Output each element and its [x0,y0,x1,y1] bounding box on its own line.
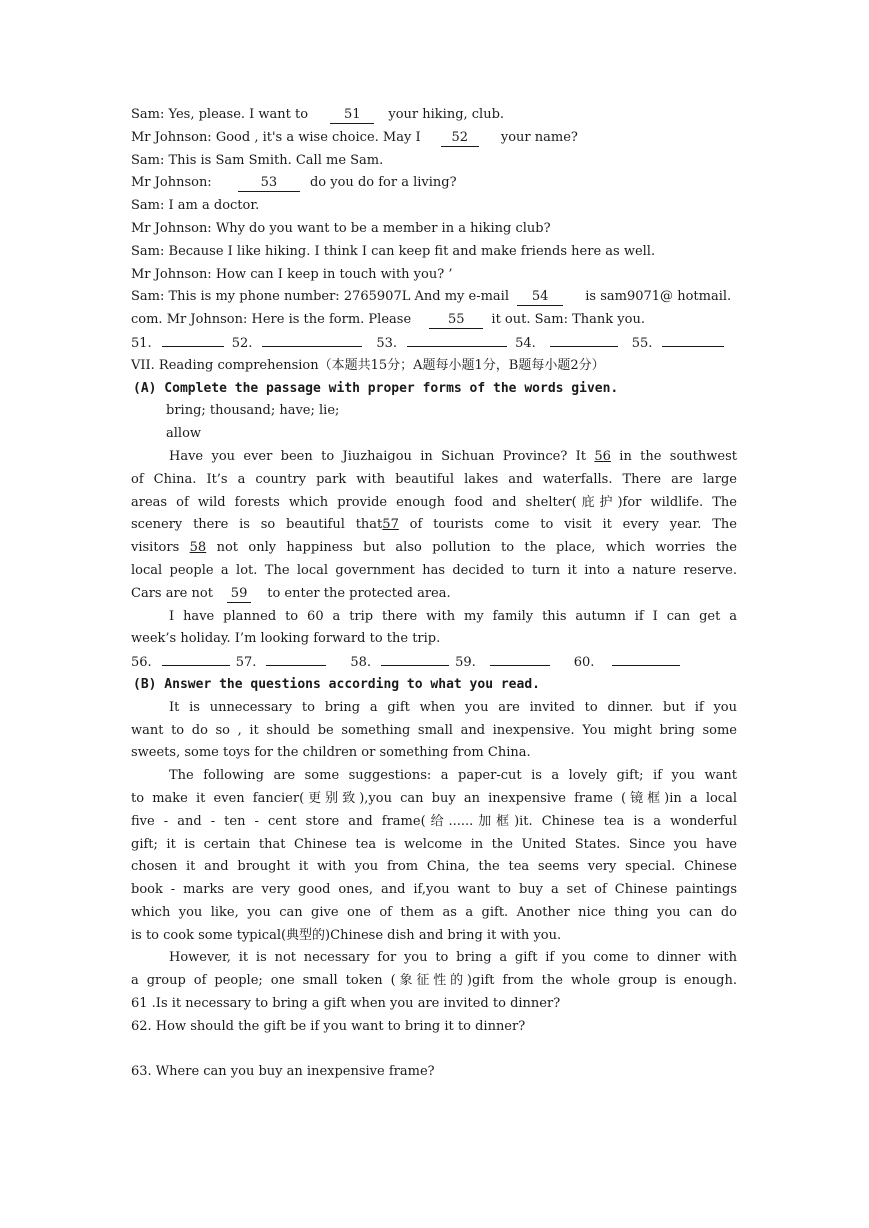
passage-b-line-12: However, it is not necessary for you to bring a gift if you come to dinner with [169,950,737,966]
passage-a-line-9: week’s holiday. I’m looking forward to the trip. [131,631,441,647]
dialogue-line-7: Sam: Because I like hiking. I think I can keep fit and make friends here as well. [131,243,656,259]
passage-a-line-2: of China. It’s a country park with beautiful lakes and waterfalls. There are large [131,471,737,487]
dialogue-line-2: Mr Johnson: Good , it's a wise choice. May I 52 your name? [131,129,578,145]
blank-51[interactable]: 51 [330,107,374,124]
dialogue-line-9: Sam: This is my phone number: 2765907L And my e-mail 54 is sam9071@ hotmail. [131,289,732,305]
blank-52[interactable]: 52 [441,130,479,147]
answer-line-56[interactable] [162,651,230,666]
passage-a-line-6: local people a lot. The local government has decided to turn it into a nature reserve. [131,562,737,578]
answer-line-52[interactable] [262,332,362,347]
word-list-line-1: bring; thousand; have; lie; [166,403,340,419]
answer-row-51-55: 51. 52. 53. 54. 55. [131,332,737,355]
word-list-line-2: allow [166,426,202,442]
answer-line-58[interactable] [381,651,449,666]
dialogue-line-1: Sam: Yes, please. I want to 51 your hiking, club. [131,107,505,122]
passage-a-line-8: I have planned to 60 a trip there with my family this autumn if I can get a [169,608,737,624]
dialogue-line-6: Mr Johnson: Why do you want to be a member in a hiking club? [131,220,551,236]
answer-line-54[interactable] [550,332,618,347]
dialogue-line-10: com. Mr Johnson: Here is the form. Please 55 it out. Sam: Thank you. [131,312,645,328]
dialogue-line-8: Mr Johnson: How can I keep in touch with you? ’ [131,266,453,282]
passage-b-line-8: chosen it and brought it with you from China, the tea seems very special. Chinese [131,859,737,875]
blank-53[interactable]: 53 [238,175,300,192]
blank-55[interactable]: 55 [429,312,483,329]
passage-b-line-2: want to do so , it should be something small and inexpensive. You might bring some [131,722,737,738]
passage-a-line-3: areas of wild forests which provide enough food and shelter(庇护)for wildlife. The [131,494,737,510]
blank-56[interactable]: 56 [594,448,611,464]
passage-b-line-1: It is unnecessary to bring a gift when you are invited to dinner. but if you [169,699,737,715]
passage-b-line-4: The following are some suggestions: a paper-cut is a lovely gift; if you want [169,768,737,784]
question-62: 62. How should the gift be if you want to bring it to dinner? [131,1018,526,1034]
worksheet-page [131,104,737,1084]
part-a-heading: (A) Complete the passage with proper forms of the words given. [133,380,619,396]
passage-b-line-6: five - and - ten - cent store and frame(给......加框)it. Chinese tea is a wonderful [131,813,737,829]
dialogue-line-4: Mr Johnson: 53 do you do for a living? [131,175,457,191]
question-63: 63. Where can you buy an inexpensive frame? [131,1064,435,1080]
blank-54[interactable]: 54 [517,289,563,306]
dialogue-line-5: Sam: I am a doctor. [131,198,260,214]
answer-line-53[interactable] [407,332,507,347]
question-61: 61 .Is it necessary to bring a gift when you are invited to dinner? [131,996,561,1012]
answer-space-62 [131,1039,737,1062]
passage-b-line-13: a group of people; one small token (象征性的)gift from the whole group is enough. [131,973,737,989]
answer-line-60[interactable] [612,651,680,666]
section-7-title: VII. Reading comprehension（本题共15分；A题每小题1分，B题每小题2分） [131,357,605,373]
passage-b-line-9: book - marks are very good ones, and if,you want to buy a set of Chinese paintings [131,882,737,898]
passage-a-line-5: visitors 58 not only happiness but also pollution to the place, which worries the [131,540,737,556]
answer-line-59[interactable] [490,651,550,666]
passage-a-line-7: Cars are not 59 to enter the protected area. [131,585,451,601]
blank-58[interactable]: 58 [189,540,207,556]
passage-b-line-3: sweets, some toys for the children or something from China. [131,745,531,761]
passage-b-line-7: gift; it is certain that Chinese tea is welcome in the United States. Since you have [131,836,737,852]
passage-a-line-4: scenery there is so beautiful that57 of tourists come to visit it every year. The [131,517,737,533]
answer-line-51[interactable] [162,332,224,347]
part-b-heading: (B) Answer the questions according to what you read. [133,676,540,692]
blank-57[interactable]: 57 [382,517,399,533]
blank-59[interactable]: 59 [227,586,251,603]
answer-line-55[interactable] [662,332,724,347]
passage-b-line-5: to make it even fancier(更别致),you can buy an inexpensive frame (镜框)in a local [131,790,737,806]
dialogue-line-3: Sam: This is Sam Smith. Call me Sam. [131,152,384,168]
passage-b-line-11: is to cook some typical(典型的)Chinese dish and bring it with you. [131,927,562,943]
passage-b-line-10: which you like, you can give one of them as a gift. Another nice thing you can do [131,904,737,920]
passage-a-line-1: Have you ever been to Jiuzhaigou in Sichuan Province? It 56 in the southwest [169,448,737,464]
answer-line-57[interactable] [266,651,326,666]
answer-row-56-60: 56. 57. 58. 59. 60. [131,651,737,674]
